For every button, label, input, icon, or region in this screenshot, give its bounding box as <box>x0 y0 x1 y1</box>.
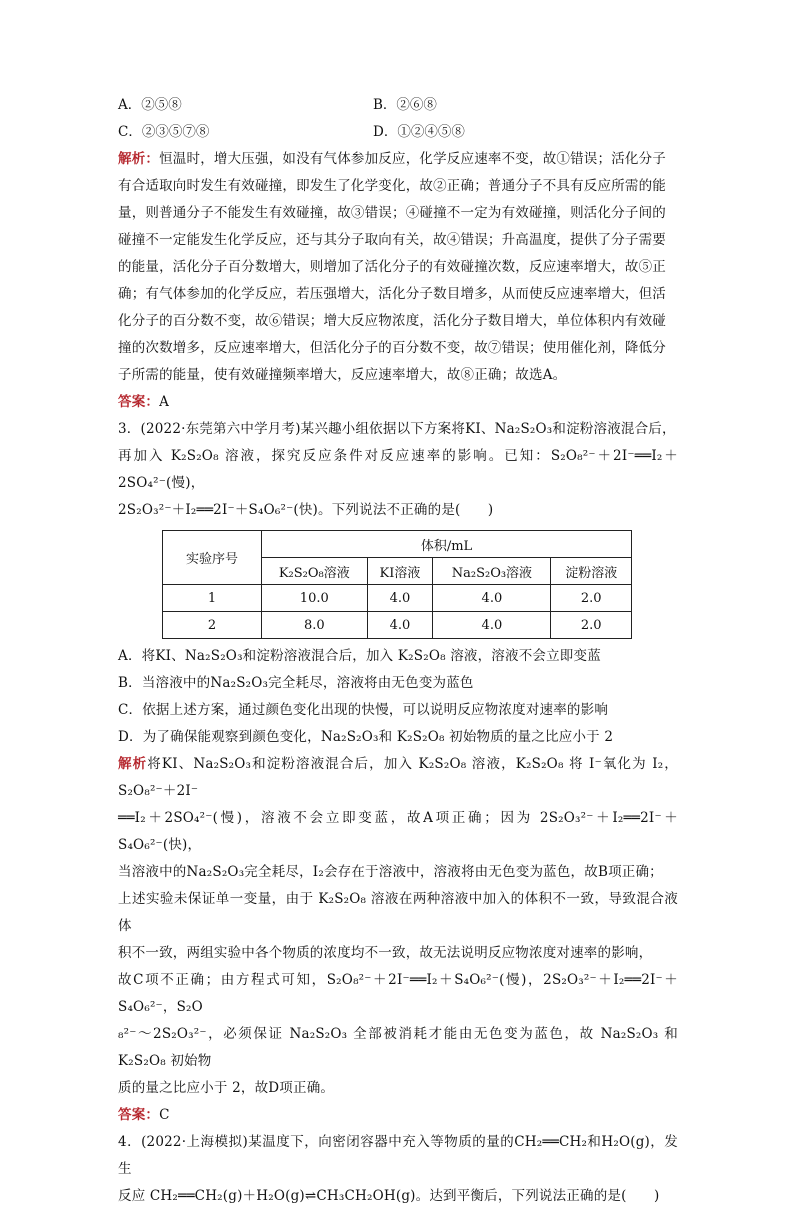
analysis-line: 子所需的能量，使有效碰撞频率增大，反应速率增大，故⑧正确；故选A。 <box>118 367 567 383</box>
question-stem: 3．(2022·东莞第六中学月考)某兴趣小组依据以下方案将KI、Na₂S₂O₃和淀粉溶液混合后， <box>118 421 676 437</box>
analysis-line: 解析：恒温时，增大压强，如没有气体参加反应，化学反应速率不变，故①错误；活化分子 <box>118 151 667 167</box>
analysis-label: 解析： <box>118 151 160 167</box>
table-cell: 2 <box>163 612 262 639</box>
answer-value: C <box>159 1107 170 1123</box>
analysis-line: 故C项不正确；由方程式可知，S₂O₈²⁻＋2I⁻══I₂＋S₄O₆²⁻(慢)，2S₂O₃²⁻＋I₂══2I⁻＋S₄O₆²⁻，S₂O <box>118 972 678 1015</box>
option-c: C．②③⑤⑦⑧ <box>118 124 210 140</box>
option-a: A．②⑤⑧ <box>118 97 182 113</box>
analysis-line: 积不一致，两组实验中各个物质的浓度均不一致，故无法说明反应物浓度对速率的影响， <box>118 945 653 961</box>
analysis-line: 当溶液中的Na₂S₂O₃完全耗尽，I₂会存在于溶液中，溶液将由无色变为蓝色，故B项正确； <box>118 864 663 880</box>
table-cell: 4.0 <box>367 585 433 612</box>
table-cell: 1 <box>163 585 262 612</box>
option-a: A．将KI、Na₂S₂O₃和淀粉溶液混合后，加入 K₂S₂O₈ 溶液，溶液不会立即变蓝 <box>118 648 601 664</box>
table-cell: 4.0 <box>367 612 433 639</box>
analysis-label: 解析 <box>118 756 148 772</box>
analysis-line: 解析将KI、Na₂S₂O₃和淀粉溶液混合后，加入 K₂S₂O₈ 溶液，K₂S₂O₈ 将 I⁻氧化为 I₂，S₂O₈²⁻＋2I⁻ <box>118 756 678 799</box>
table-cell: 4.0 <box>433 612 551 639</box>
analysis-line: 碰撞不一定能发生化学反应，还与其分子取向有关，故④错误；升高温度，提供了分子需要 <box>118 232 666 248</box>
analysis-line: ══I₂＋2SO₄²⁻(慢)，溶液不会立即变蓝，故A项正确；因为 2S₂O₃²⁻＋I₂══2I⁻＋S₄O₆²⁻(快)， <box>118 810 678 853</box>
table-header-col: K₂S₂O₈溶液 <box>262 558 368 585</box>
table-header-col: Na₂S₂O₃溶液 <box>433 558 551 585</box>
worksheet-page <box>118 92 678 1210</box>
analysis-line: 确；有气体参加的化学反应，若压强增大，活化分子数目增多，从而使反应速率增大，但活 <box>118 286 666 302</box>
analysis-line: 上述实验未保证单一变量，由于 K₂S₂O₈ 溶液在两种溶液中加入的体积不一致，导致混合液体 <box>118 891 678 934</box>
table-row <box>163 612 632 639</box>
analysis-line: 撞的次数增多，反应速率增大，但活化分子的百分数不变，故⑦错误；使用催化剂，降低分 <box>118 340 666 356</box>
answer-value: A <box>159 394 170 410</box>
option-d: D．为了确保能观察到颜色变化，Na₂S₂O₃和 K₂S₂O₈ 初始物质的量之比应小于 2 <box>118 729 614 745</box>
option-row <box>118 119 678 146</box>
answer-line <box>118 1102 678 1129</box>
option-d: D．①②④⑤⑧ <box>373 124 465 140</box>
analysis-line: 质的量之比应小于 2，故D项正确。 <box>118 1080 335 1096</box>
table-row <box>163 585 632 612</box>
table-cell: 10.0 <box>262 585 368 612</box>
question-stem: 2S₂O₃²⁻＋I₂══2I⁻＋S₄O₆²⁻(快)。下列说法不正确的是( ) <box>118 502 494 518</box>
analysis-line: ₈²⁻～2S₂O₃²⁻，必须保证 Na₂S₂O₃ 全部被消耗才能由无色变为蓝色，故 Na₂S₂O₃ 和 K₂S₂O₈ 初始物 <box>118 1026 678 1069</box>
question-stem: 反应 CH₂══CH₂(g)＋H₂O(g)⇌CH₃CH₂OH(g)。达到平衡后，下列说法正确的是( ) <box>118 1188 660 1204</box>
question-stem: 4．(2022·上海模拟)某温度下，向密闭容器中充入等物质的量的CH₂══CH₂和H₂O(g)，发生 <box>118 1134 678 1177</box>
answer-label: 答案： <box>118 394 160 410</box>
answer-line <box>118 389 678 416</box>
table-header-group: 体积/mL <box>262 531 632 558</box>
table-cell: 4.0 <box>433 585 551 612</box>
option-row <box>118 92 678 119</box>
experiment-table <box>162 530 632 639</box>
analysis-line: 化分子的百分数不变，故⑥错误；增大反应物浓度，活化分子数目增大，单位体积内有效碰 <box>118 313 666 329</box>
table-cell: 8.0 <box>262 612 368 639</box>
table-header-col: KI溶液 <box>367 558 433 585</box>
option-b: B．②⑥⑧ <box>373 97 437 113</box>
table-cell: 2.0 <box>551 585 632 612</box>
analysis-line: 的能量，活化分子百分数增大，则增加了活化分子的有效碰撞次数，反应速率增大，故⑤正 <box>118 259 666 275</box>
table-header-index: 实验序号 <box>163 531 262 585</box>
table-header-col: 淀粉溶液 <box>551 558 632 585</box>
question-stem: 再加入 K₂S₂O₈ 溶液，探究反应条件对反应速率的影响。已知：S₂O₈²⁻＋2I⁻══I₂＋2SO₄²⁻(慢)， <box>118 448 678 491</box>
table-cell: 2.0 <box>551 612 632 639</box>
option-c: C．依据上述方案，通过颜色变化出现的快慢，可以说明反应物浓度对速率的影响 <box>118 702 609 718</box>
answer-label: 答案： <box>118 1107 160 1123</box>
option-b: B．当溶液中的Na₂S₂O₃完全耗尽，溶液将由无色变为蓝色 <box>118 675 474 691</box>
analysis-line: 有合适取向时发生有效碰撞，即发生了化学变化，故②正确；普通分子不具有反应所需的能 <box>118 178 666 194</box>
analysis-line: 量，则普通分子不能发生有效碰撞，故③错误；④碰撞不一定为有效碰撞，则活化分子间的 <box>118 205 666 221</box>
